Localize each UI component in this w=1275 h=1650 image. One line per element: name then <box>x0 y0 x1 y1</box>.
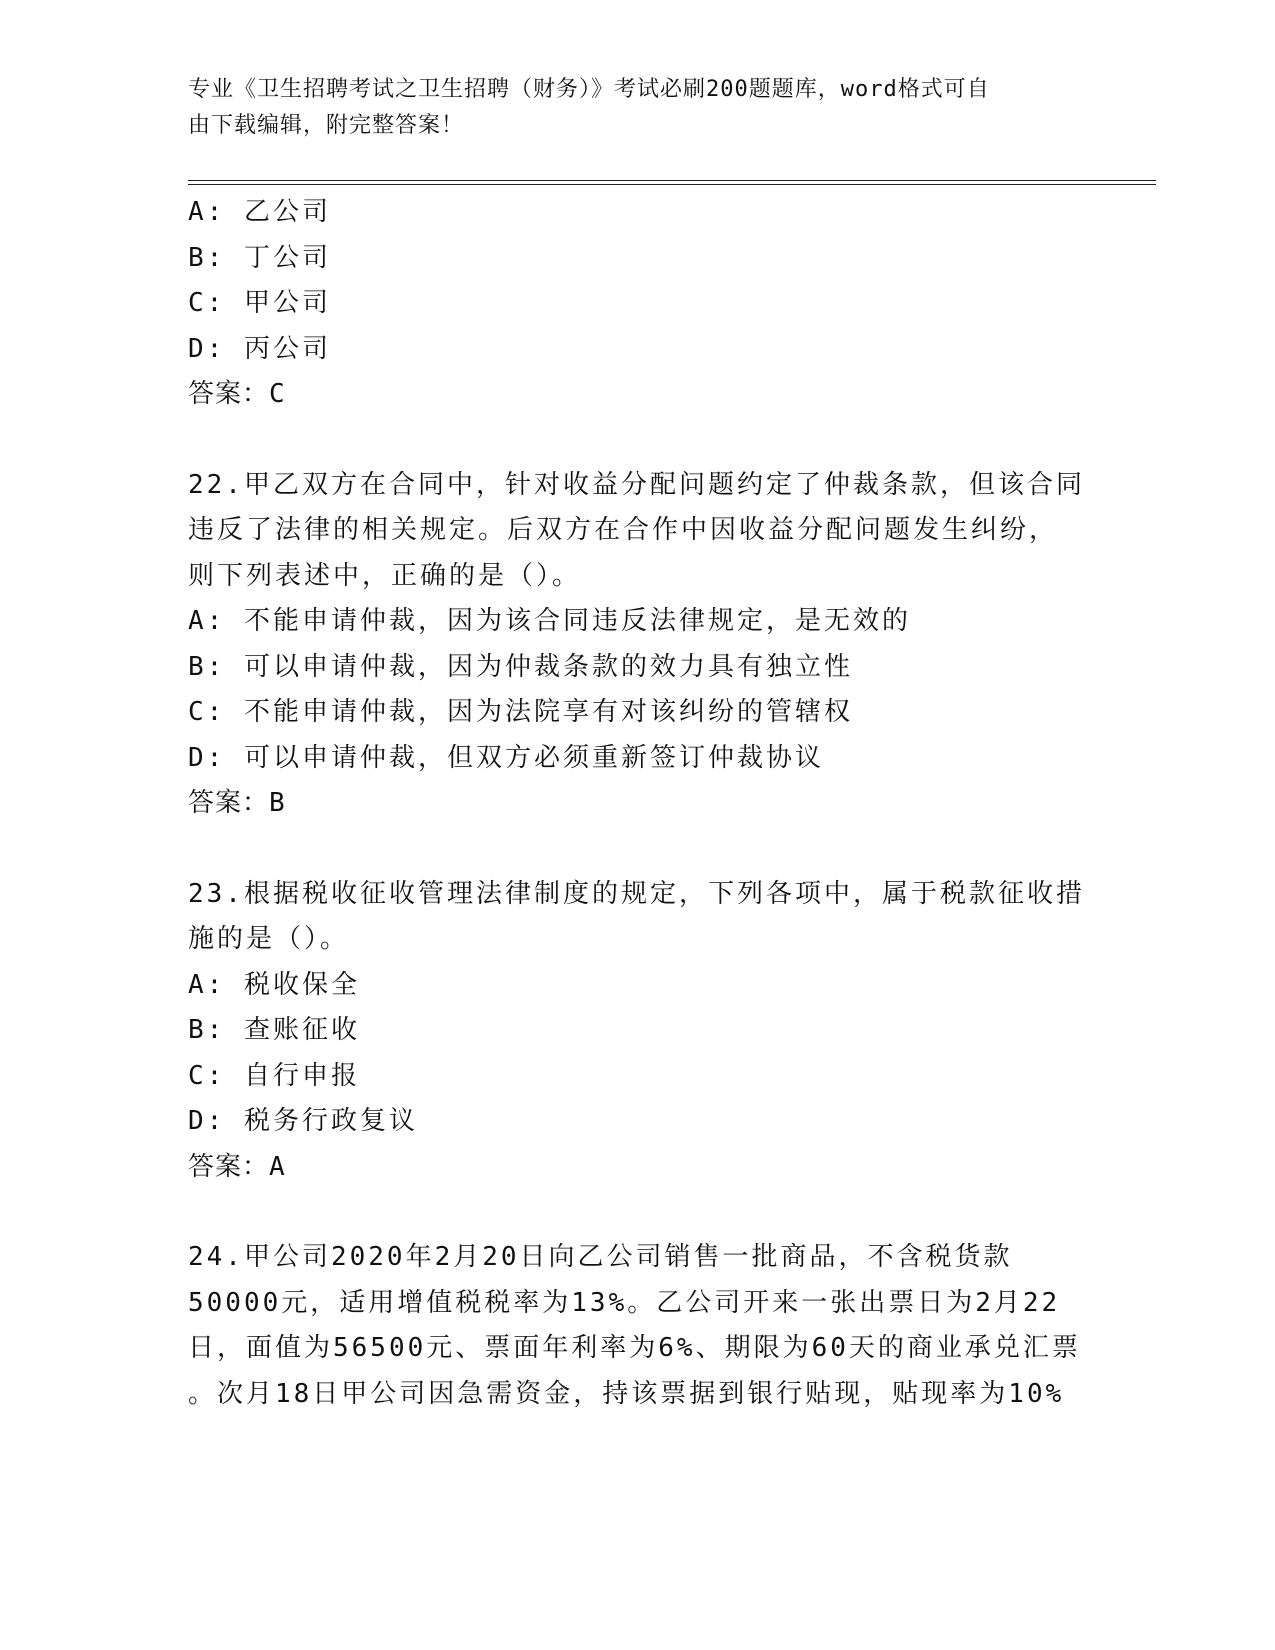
answer: 答案：A <box>188 1151 286 1182</box>
option-c: C: 自行申报 <box>188 1060 360 1091</box>
option-b: B: 查账征收 <box>188 1015 360 1045</box>
answer: 答案：C <box>188 379 286 409</box>
question-stem-line: 23.根据税收征收管理法律制度的规定，下列各项中，属于税款征收措 <box>188 878 1085 909</box>
option-d: D: 丙公司 <box>188 333 331 364</box>
document-header <box>188 72 1088 144</box>
option-c: C: 不能申请仲裁，因为法院享有对该纠纷的管辖权 <box>188 697 853 727</box>
option-b: B: 可以申请仲裁，因为仲裁条款的效力具有独立性 <box>188 651 853 682</box>
question-21 <box>188 190 1108 418</box>
question-23 <box>188 872 1108 1191</box>
document-body <box>188 190 1108 1417</box>
question-stem-line: 22.甲乙双方在合同中，针对收益分配问题约定了仲裁条款，但该合同 <box>188 469 1085 500</box>
question-stem-line: 违反了法律的相关规定。后双方在合作中因收益分配问题发生纠纷， <box>188 515 1059 545</box>
question-22 <box>188 463 1108 827</box>
question-stem-line: 日，面值为56500元、票面年利率为6%、期限为60天的商业承兑汇票 <box>188 1333 1081 1363</box>
option-b: B: 丁公司 <box>188 242 331 273</box>
question-stem-line: 。次月18日甲公司因急需资金，持该票据到银行贴现，贴现率为10% <box>188 1378 1065 1409</box>
question-stem-line: 施的是（）。 <box>188 924 350 954</box>
question-24 <box>188 1235 1108 1417</box>
question-stem-line: 50000元，适用增值税税率为13%。乙公司开来一张出票日为2月22 <box>188 1287 1061 1318</box>
option-d: D: 可以申请仲裁，但双方必须重新签订仲裁协议 <box>188 742 824 773</box>
header-divider-bottom <box>188 184 1156 185</box>
option-a: A: 乙公司 <box>188 197 331 227</box>
header-line-1: 专业《卫生招聘考试之卫生招聘（财务）》考试必刷200题题库，word格式可自 <box>188 77 990 102</box>
header-line-2: 由下载编辑，附完整答案！ <box>188 113 465 138</box>
option-a: A: 税收保全 <box>188 969 360 1000</box>
option-a: A: 不能申请仲裁，因为该合同违反法律规定，是无效的 <box>188 606 911 636</box>
question-stem-line: 则下列表述中，正确的是（）。 <box>188 560 582 591</box>
option-c: C: 甲公司 <box>188 288 331 318</box>
option-d: D: 税务行政复议 <box>188 1106 418 1136</box>
question-stem-line: 24.甲公司2020年2月20日向乙公司销售一批商品，不含税货款 <box>188 1242 1013 1272</box>
header-divider-top <box>188 180 1156 181</box>
answer: 答案：B <box>188 788 286 818</box>
